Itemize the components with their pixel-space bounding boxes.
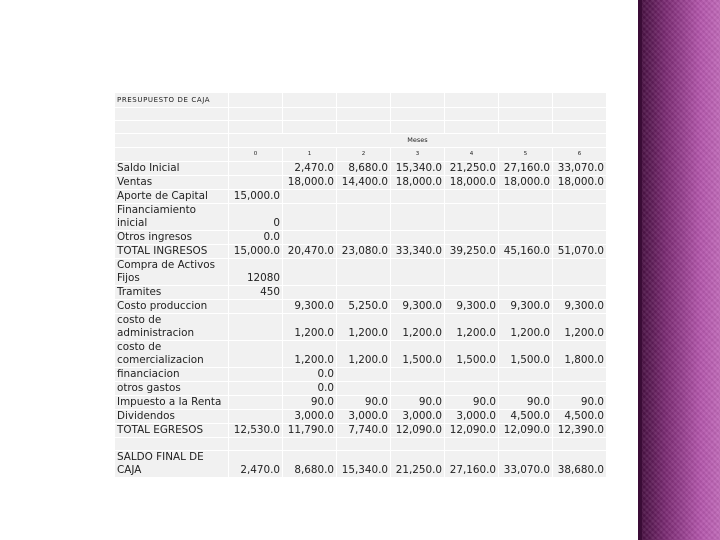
cash-budget-sheet	[114, 92, 606, 478]
row-compra-activos	[115, 259, 607, 286]
table-cell: 1,800.0	[553, 341, 607, 368]
row-label	[115, 314, 229, 341]
table-cell: 20,470.0	[283, 245, 337, 259]
table-cell: 3,000.0	[391, 410, 445, 424]
table-cell	[499, 204, 553, 231]
table-cell: 5,250.0	[337, 300, 391, 314]
table-cell: 33,070.0	[553, 162, 607, 176]
row-costo-administracion	[115, 314, 607, 341]
table-cell	[229, 300, 283, 314]
table-cell	[553, 286, 607, 300]
table-cell	[337, 204, 391, 231]
table-cell: 90.0	[337, 396, 391, 410]
table-cell: 9,300.0	[445, 300, 499, 314]
table-cell: 1,200.0	[553, 314, 607, 341]
table-cell: 3,000.0	[445, 410, 499, 424]
table-cell: 8,680.0	[337, 162, 391, 176]
table-cell: 12,090.0	[391, 424, 445, 438]
table-cell: 18,000.0	[553, 176, 607, 190]
table-cell: 45,160.0	[499, 245, 553, 259]
row-total-ingresos	[115, 245, 607, 259]
table-cell: 38,680.0	[553, 451, 607, 478]
table-cell: 8,680.0	[283, 451, 337, 478]
table-cell: 0.0	[229, 231, 283, 245]
table-cell: 4,500.0	[553, 410, 607, 424]
month-number-row	[115, 148, 607, 162]
table-cell: 1,500.0	[391, 341, 445, 368]
table-cell: 0	[229, 204, 283, 231]
table-cell	[391, 382, 445, 396]
month-header: 5	[499, 148, 553, 162]
row-label: financiacion	[115, 368, 229, 382]
month-header: 4	[445, 148, 499, 162]
table-cell: 12,090.0	[445, 424, 499, 438]
table-cell: 39,250.0	[445, 245, 499, 259]
table-cell: 18,000.0	[445, 176, 499, 190]
cash-budget-table	[114, 92, 607, 478]
table-cell	[499, 259, 553, 286]
table-cell	[499, 286, 553, 300]
table-cell	[553, 259, 607, 286]
table-cell: 1,200.0	[499, 314, 553, 341]
blank-row	[115, 121, 607, 134]
table-title: PRESUPUESTO DE CAJA	[115, 93, 229, 108]
month-header: 6	[553, 148, 607, 162]
meses-header: Meses	[229, 134, 607, 148]
table-cell	[229, 162, 283, 176]
table-cell: 18,000.0	[499, 176, 553, 190]
row-label: Aporte de Capital	[115, 190, 229, 204]
label-line: administracion	[117, 327, 195, 339]
table-cell	[283, 286, 337, 300]
table-cell	[391, 368, 445, 382]
table-cell	[391, 286, 445, 300]
table-cell: 23,080.0	[337, 245, 391, 259]
row-otros-ingresos	[115, 231, 607, 245]
row-label: TOTAL EGRESOS	[115, 424, 229, 438]
table-cell	[229, 368, 283, 382]
row-saldo-inicial	[115, 162, 607, 176]
table-cell	[337, 368, 391, 382]
table-cell: 33,340.0	[391, 245, 445, 259]
row-label: Financiamiento inicial	[115, 204, 229, 231]
table-cell: 4,500.0	[499, 410, 553, 424]
row-label	[115, 341, 229, 368]
table-cell	[499, 368, 553, 382]
table-cell	[553, 231, 607, 245]
blank-row	[115, 438, 607, 451]
table-cell: 33,070.0	[499, 451, 553, 478]
table-cell: 15,000.0	[229, 245, 283, 259]
table-cell	[337, 231, 391, 245]
table-cell	[229, 382, 283, 396]
row-label: Costo produccion	[115, 300, 229, 314]
month-header: 2	[337, 148, 391, 162]
table-cell: 11,790.0	[283, 424, 337, 438]
label-line: costo de	[117, 341, 162, 353]
table-cell: 21,250.0	[445, 162, 499, 176]
table-cell: 9,300.0	[499, 300, 553, 314]
title-row	[115, 93, 607, 108]
table-cell	[553, 382, 607, 396]
table-cell: 9,300.0	[391, 300, 445, 314]
table-cell: 2,470.0	[283, 162, 337, 176]
label-line: Compra de Activos	[117, 259, 216, 271]
table-cell	[337, 382, 391, 396]
table-cell: 15,000.0	[229, 190, 283, 204]
table-cell	[445, 286, 499, 300]
table-cell: 90.0	[391, 396, 445, 410]
row-financiamiento-inicial	[115, 204, 607, 231]
row-label: Saldo Inicial	[115, 162, 229, 176]
table-cell	[445, 204, 499, 231]
label-line: Fijos	[117, 272, 140, 284]
row-costo-produccion	[115, 300, 607, 314]
month-header: 3	[391, 148, 445, 162]
table-cell: 1,500.0	[499, 341, 553, 368]
table-cell: 90.0	[553, 396, 607, 410]
table-cell	[445, 382, 499, 396]
table-cell	[553, 368, 607, 382]
row-label: Tramites	[115, 286, 229, 300]
meses-header-row	[115, 134, 607, 148]
table-cell: 7,740.0	[337, 424, 391, 438]
table-cell	[337, 259, 391, 286]
table-cell	[499, 382, 553, 396]
table-cell: 1,200.0	[283, 341, 337, 368]
table-cell: 450	[229, 286, 283, 300]
row-otros-gastos	[115, 382, 607, 396]
row-financiacion	[115, 368, 607, 382]
month-header: 0	[229, 148, 283, 162]
table-cell	[337, 190, 391, 204]
table-cell: 2,470.0	[229, 451, 283, 478]
row-costo-comercializacion	[115, 341, 607, 368]
table-cell: 9,300.0	[553, 300, 607, 314]
table-cell: 1,500.0	[445, 341, 499, 368]
table-cell: 90.0	[283, 396, 337, 410]
table-cell: 51,070.0	[553, 245, 607, 259]
label-line: costo de	[117, 314, 162, 326]
table-cell: 12,090.0	[499, 424, 553, 438]
table-cell	[391, 204, 445, 231]
table-cell: 1,200.0	[337, 341, 391, 368]
blank-row	[115, 108, 607, 121]
row-label	[115, 259, 229, 286]
table-cell: 3,000.0	[337, 410, 391, 424]
table-cell: 14,400.0	[337, 176, 391, 190]
row-dividendos	[115, 410, 607, 424]
table-cell	[553, 204, 607, 231]
table-cell: 12,390.0	[553, 424, 607, 438]
table-cell: 3,000.0	[283, 410, 337, 424]
table-cell: 0.0	[283, 382, 337, 396]
table-cell	[283, 190, 337, 204]
table-cell: 90.0	[499, 396, 553, 410]
table-cell	[229, 176, 283, 190]
table-cell	[391, 190, 445, 204]
row-label: otros gastos	[115, 382, 229, 396]
table-cell: 27,160.0	[499, 162, 553, 176]
table-cell	[445, 259, 499, 286]
table-cell: 18,000.0	[391, 176, 445, 190]
table-cell	[229, 314, 283, 341]
row-saldo-final	[115, 451, 607, 478]
table-cell: 15,340.0	[391, 162, 445, 176]
table-cell: 1,200.0	[391, 314, 445, 341]
table-cell: 1,200.0	[337, 314, 391, 341]
row-label: Ventas	[115, 176, 229, 190]
month-header: 1	[283, 148, 337, 162]
table-cell: 15,340.0	[337, 451, 391, 478]
row-tramites	[115, 286, 607, 300]
row-ventas	[115, 176, 607, 190]
row-label: Otros ingresos	[115, 231, 229, 245]
table-cell: 90.0	[445, 396, 499, 410]
row-label: Dividendos	[115, 410, 229, 424]
table-cell: 1,200.0	[445, 314, 499, 341]
table-cell	[499, 190, 553, 204]
table-cell	[445, 231, 499, 245]
decorative-side-band	[642, 0, 720, 540]
table-cell: 12,530.0	[229, 424, 283, 438]
table-cell: 9,300.0	[283, 300, 337, 314]
table-cell: 27,160.0	[445, 451, 499, 478]
table-cell	[337, 286, 391, 300]
row-total-egresos	[115, 424, 607, 438]
table-cell: 12080	[229, 259, 283, 286]
table-cell: 0.0	[283, 368, 337, 382]
table-cell	[553, 190, 607, 204]
table-cell	[499, 231, 553, 245]
row-label: SALDO FINAL DE CAJA	[115, 451, 229, 478]
row-label: Impuesto a la Renta	[115, 396, 229, 410]
table-cell	[229, 410, 283, 424]
row-impuesto-renta	[115, 396, 607, 410]
table-cell: 1,200.0	[283, 314, 337, 341]
table-cell: 21,250.0	[391, 451, 445, 478]
table-cell	[283, 259, 337, 286]
table-cell	[391, 259, 445, 286]
row-label: TOTAL INGRESOS	[115, 245, 229, 259]
table-cell	[445, 190, 499, 204]
table-cell	[229, 396, 283, 410]
table-cell	[445, 368, 499, 382]
table-cell	[229, 341, 283, 368]
row-aporte-capital	[115, 190, 607, 204]
table-cell	[283, 231, 337, 245]
table-cell: 18,000.0	[283, 176, 337, 190]
label-line: comercializacion	[117, 354, 204, 366]
table-cell	[391, 231, 445, 245]
table-cell	[283, 204, 337, 231]
